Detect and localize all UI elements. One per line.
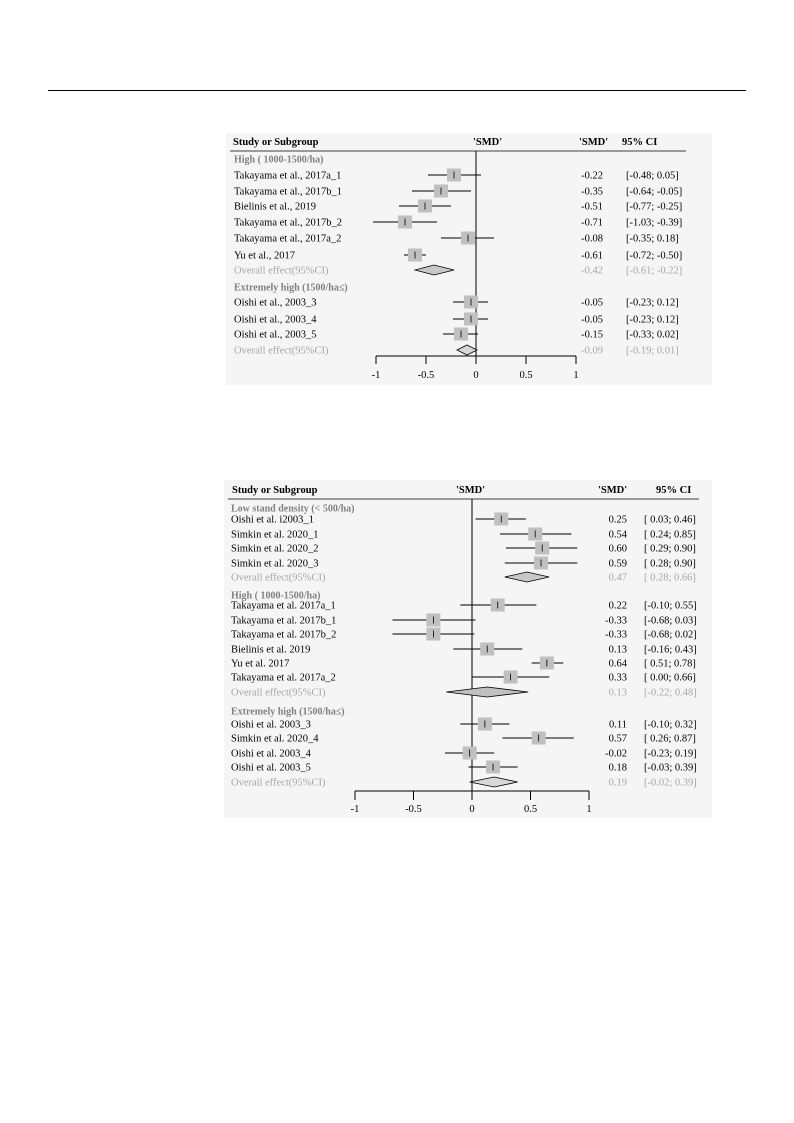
- smd-value: 0.22: [608, 600, 627, 612]
- overall-smd-value: -0.42: [581, 265, 603, 277]
- study-name: Takayama et al., 2017b_1: [234, 186, 343, 198]
- ci-value: [ 0.26; 0.87]: [644, 733, 696, 745]
- ci-value: [-0.35; 0.18]: [626, 233, 679, 245]
- smd-value: 0.54: [608, 529, 627, 541]
- ci-value: [ 0.51; 0.78]: [644, 658, 696, 670]
- study-name: Oishi et al., 2003_4: [234, 314, 317, 326]
- study-name: Oishi et al., 2003_3: [234, 297, 317, 309]
- overall-ci-value: [-0.61; -0.22]: [626, 265, 683, 277]
- ci-value: [-0.68; 0.02]: [644, 629, 697, 641]
- ci-value: [-0.23; 0.19]: [644, 748, 697, 760]
- forest-plot-1-svg: [226, 133, 712, 385]
- forest-plot-1: [226, 133, 712, 385]
- study-name: Takayama et al. 2017a_1: [231, 600, 336, 612]
- overall-ci-value: [-0.02; 0.39]: [644, 777, 697, 789]
- smd-value: -0.15: [581, 329, 603, 341]
- study-name: Oishi et al. i2003_1: [231, 514, 314, 526]
- smd-value: 0.60: [608, 543, 627, 555]
- overall-smd-value: 0.19: [608, 777, 627, 789]
- ci-value: [-0.16; 0.43]: [644, 644, 697, 656]
- overall-label: Overall effect(95%CI): [234, 345, 329, 357]
- smd-value: -0.05: [581, 297, 603, 309]
- overall-diamond: [457, 345, 477, 355]
- subgroup-label: High ( 1000-1500/ha): [231, 590, 321, 602]
- header-study: Study or Subgroup: [233, 137, 319, 148]
- ci-value: [ 0.29; 0.90]: [644, 543, 696, 555]
- smd-value: 0.64: [608, 658, 627, 670]
- subgroup-label: Extremely high (1500/ha≤): [234, 282, 348, 294]
- ci-value: [ 0.00; 0.66]: [644, 672, 696, 684]
- ci-value: [-0.68; 0.03]: [644, 615, 697, 627]
- ci-value: [ 0.03; 0.46]: [644, 514, 696, 526]
- overall-ci-value: [-0.22; 0.48]: [644, 687, 697, 699]
- header-ci: 95% CI: [622, 137, 658, 148]
- overall-diamond: [470, 777, 518, 787]
- smd-value: 0.18: [608, 762, 627, 774]
- study-name: Takayama et al., 2017a_1: [234, 170, 342, 182]
- header-ci: 95% CI: [656, 485, 692, 496]
- study-name: Bielinis et al. 2019: [231, 644, 311, 656]
- ci-value: [-0.23; 0.12]: [626, 297, 679, 309]
- study-name: Oishi et al. 2003_4: [231, 748, 311, 760]
- ci-value: [-1.03; -0.39]: [626, 217, 683, 229]
- smd-value: -0.33: [605, 615, 627, 627]
- page-top-rule: [48, 90, 746, 91]
- ci-value: [-0.10; 0.32]: [644, 719, 697, 731]
- header-plot-label: 'SMD': [456, 485, 486, 496]
- study-name: Oishi et al., 2003_5: [234, 329, 317, 341]
- ci-value: [-0.10; 0.55]: [644, 600, 697, 612]
- smd-value: 0.33: [608, 672, 627, 684]
- overall-smd-value: 0.47: [608, 572, 627, 584]
- smd-value: 0.11: [609, 719, 627, 731]
- x-tick-label: -0.5: [405, 804, 422, 815]
- smd-value: -0.08: [581, 233, 603, 245]
- overall-label: Overall effect(95%CI): [234, 265, 329, 277]
- header-smd: 'SMD': [579, 137, 609, 148]
- study-name: Takayama et al. 2017a_2: [231, 672, 336, 684]
- x-tick-label: 1: [586, 804, 592, 815]
- ci-value: [-0.48; 0.05]: [626, 170, 679, 182]
- smd-value: -0.05: [581, 314, 603, 326]
- study-name: Simkin et al. 2020_4: [231, 733, 319, 745]
- study-name: Simkin et al. 2020_1: [231, 529, 319, 541]
- header-plot-label: 'SMD': [473, 137, 503, 148]
- study-name: Simkin et al. 2020_3: [231, 558, 319, 570]
- subgroup-label: Extremely high (1500/ha≤): [231, 706, 345, 718]
- smd-value: 0.25: [608, 514, 627, 526]
- subgroup-label: Low stand density (< 500/ha): [231, 503, 355, 515]
- smd-value: -0.35: [581, 186, 603, 198]
- overall-ci-value: [-0.19; 0.01]: [626, 345, 679, 357]
- x-tick-label: -1: [371, 370, 381, 381]
- ci-value: [-0.03; 0.39]: [644, 762, 697, 774]
- overall-diamond: [415, 265, 454, 275]
- header-smd: 'SMD': [598, 485, 628, 496]
- x-tick-label: 1: [573, 370, 579, 381]
- x-tick-label: -0.5: [417, 370, 435, 381]
- x-tick-label: 0.5: [523, 804, 538, 815]
- smd-value: -0.51: [581, 201, 603, 213]
- study-name: Takayama et al., 2017b_2: [234, 217, 343, 229]
- overall-diamond: [505, 572, 549, 582]
- study-name: Yu et al. 2017: [231, 658, 290, 670]
- forest-plot-2: [224, 480, 712, 818]
- ci-value: [ 0.28; 0.90]: [644, 558, 696, 570]
- study-name: Bielinis et al., 2019: [234, 201, 316, 213]
- overall-diamond: [446, 687, 528, 697]
- overall-smd-value: -0.09: [581, 345, 603, 357]
- smd-value: -0.33: [605, 629, 627, 641]
- subgroup-label: High ( 1000-1500/ha): [234, 154, 324, 166]
- ci-value: [ 0.24; 0.85]: [644, 529, 696, 541]
- ci-value: [-0.72; -0.50]: [626, 250, 683, 262]
- smd-value: -0.71: [581, 217, 603, 229]
- smd-value: -0.61: [581, 250, 603, 262]
- overall-ci-value: [ 0.28; 0.66]: [644, 572, 696, 584]
- study-name: Takayama et al., 2017a_2: [234, 233, 342, 245]
- study-name: Oishi et al. 2003_5: [231, 762, 311, 774]
- overall-smd-value: 0.13: [608, 687, 627, 699]
- ci-value: [-0.33; 0.02]: [626, 329, 679, 341]
- study-name: Yu et al., 2017: [234, 250, 295, 262]
- study-name: Oishi et al. 2003_3: [231, 719, 311, 731]
- forest-plot-2-svg: [224, 480, 712, 818]
- x-tick-label: -1: [350, 804, 360, 815]
- smd-value: -0.02: [605, 748, 627, 760]
- ci-value: [-0.77; -0.25]: [626, 201, 683, 213]
- x-tick-label: 0.5: [519, 370, 533, 381]
- smd-value: -0.22: [581, 170, 603, 182]
- smd-value: 0.13: [608, 644, 627, 656]
- study-name: Takayama et al. 2017b_1: [231, 615, 337, 627]
- x-tick-label: 0: [473, 370, 479, 381]
- ci-value: [-0.64; -0.05]: [626, 186, 683, 198]
- smd-value: 0.59: [608, 558, 627, 570]
- ci-value: [-0.23; 0.12]: [626, 314, 679, 326]
- study-name: Simkin et al. 2020_2: [231, 543, 319, 555]
- header-study: Study or Subgroup: [232, 485, 318, 496]
- overall-label: Overall effect(95%CI): [231, 687, 326, 699]
- overall-label: Overall effect(95%CI): [231, 572, 326, 584]
- smd-value: 0.57: [608, 733, 627, 745]
- study-name: Takayama et al. 2017b_2: [231, 629, 337, 641]
- overall-label: Overall effect(95%CI): [231, 777, 326, 789]
- x-tick-label: 0: [469, 804, 475, 815]
